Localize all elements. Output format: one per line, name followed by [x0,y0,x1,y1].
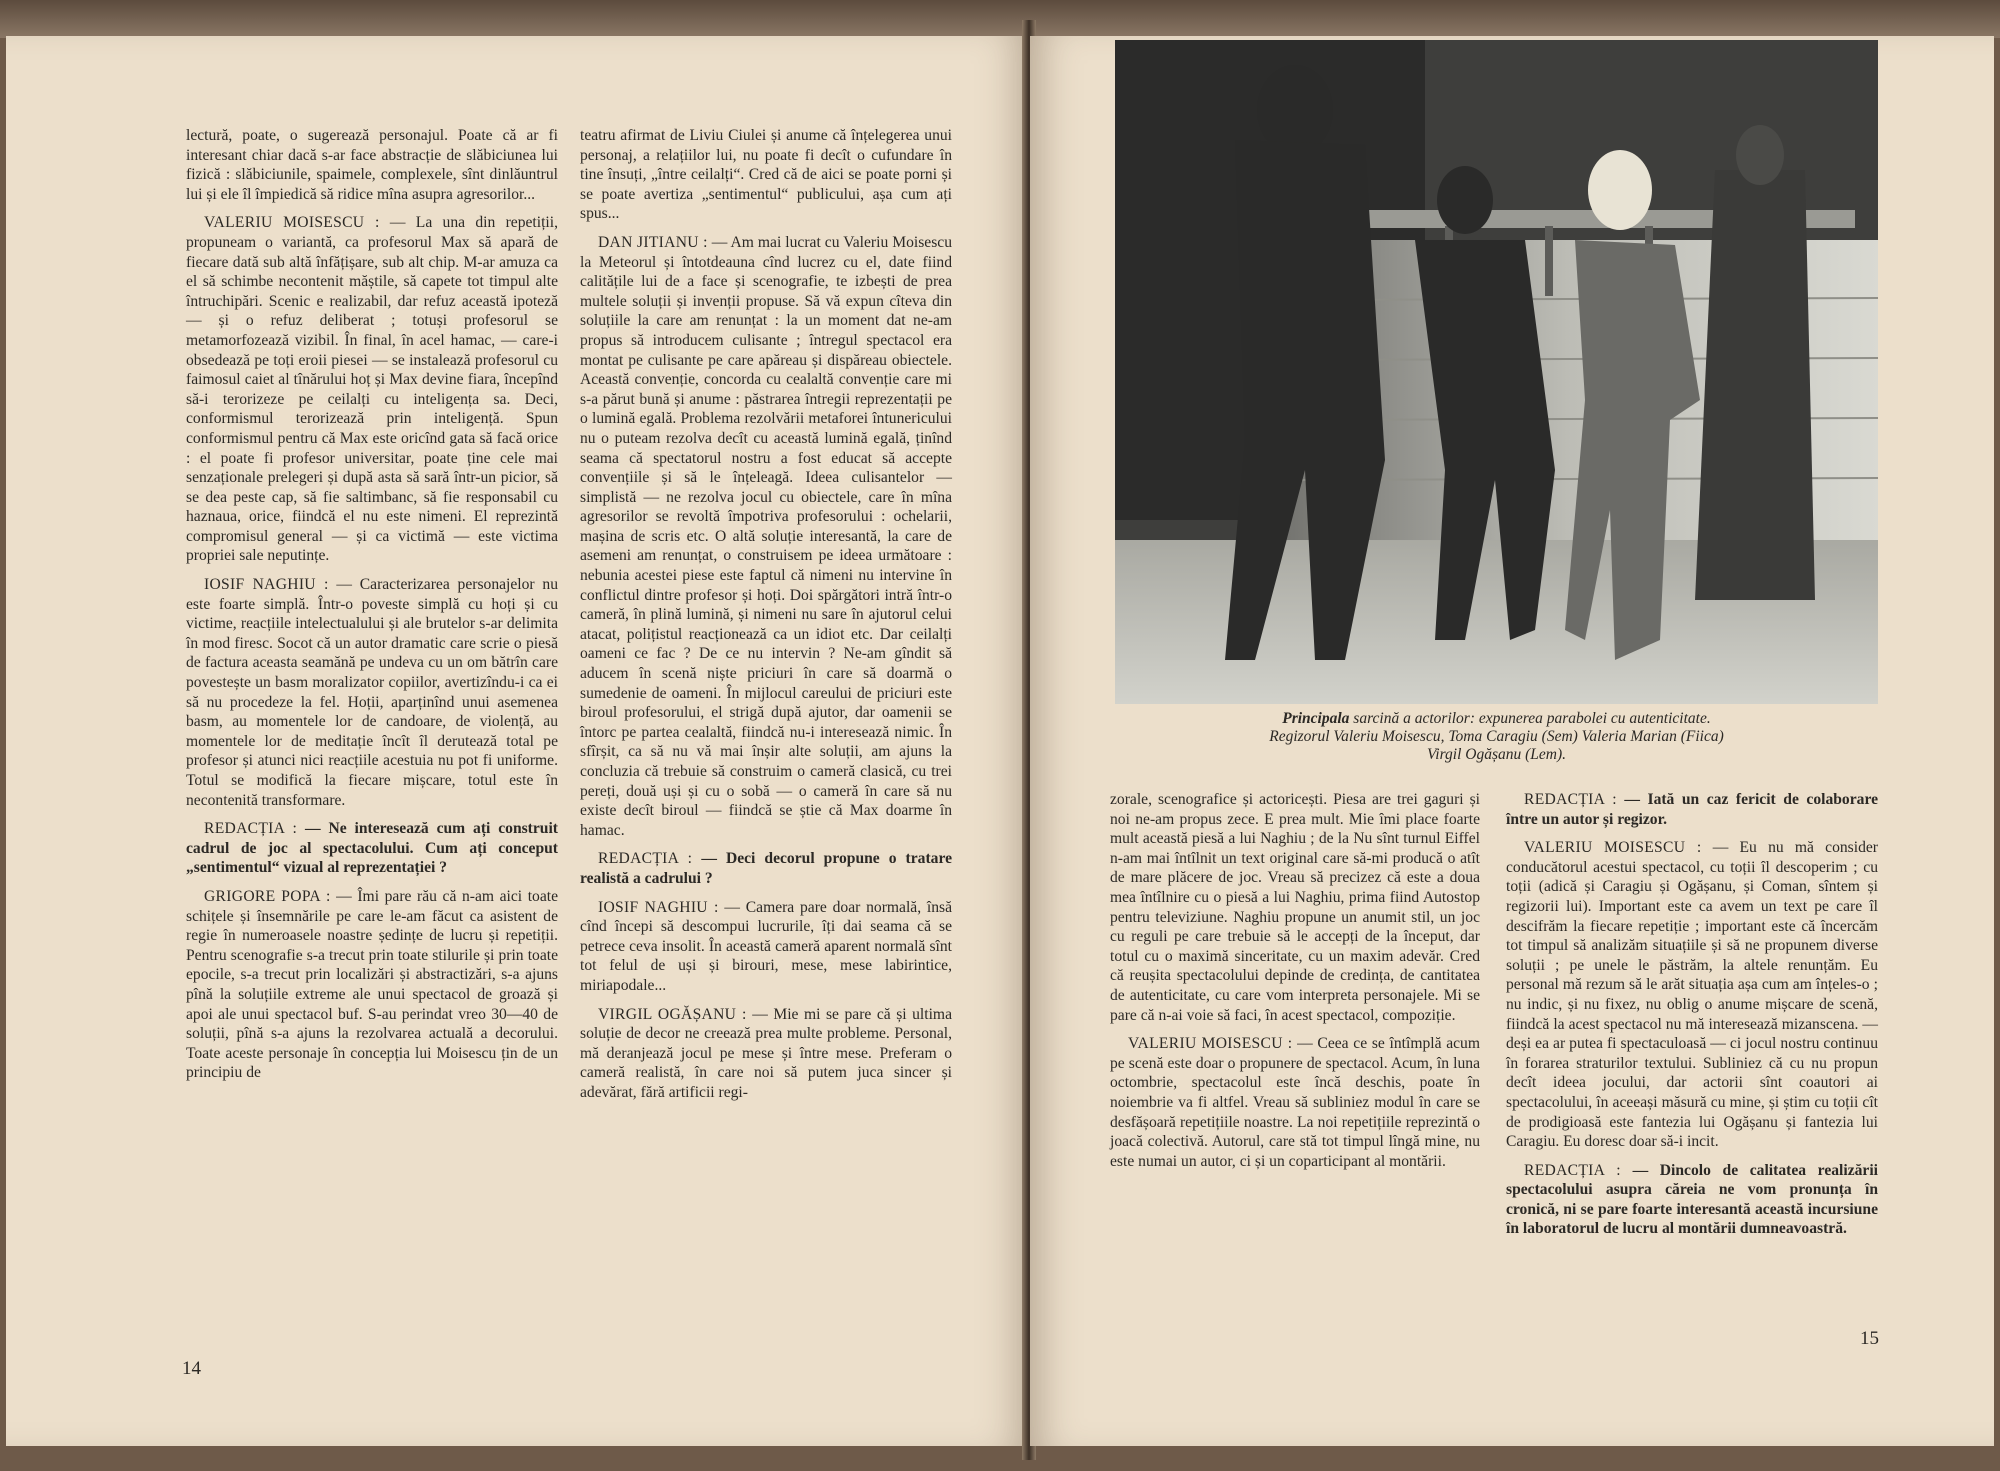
paragraph [580,126,952,224]
paragraph-text: lectură, poate, o sugerează personajul. Poate că ar fi interesant chiar dacă s-ar face abstracție de slăbiciunea lui fizică : slăbiciunile, spaimele, complexele, sînt dinlăuntrul lui și ele îl împiedică să ridice mîna asupra agresorilor... [186,127,558,203]
paragraph [1110,790,1480,1025]
speaker-name: REDACȚIA : [598,850,693,868]
paragraph-text: — Caracterizarea personajelor nu este foarte simplă. Într-o poveste simplă cu hoți și cu victime, reacțiile intelectualului și ale brutelor s-ar delimita în mod firesc. Socot că un autor dramatic care scrie o piesă de factura aceasta seamănă pe undeva cu un om bătrîn care povestește un basm moralizator copiilor, avertizîndu-i ca ei să nu procedeze la fel. Hoții, aparținînd unui asemenea basm, au momentele lor de candoare, de violență, au momentele lor de meditație încît îl derutează total pe profesor și atunci nici reacțiile acestuia nu pot fi uniforme. Totul se modifică la fiecare mișcare, totul este în necontenită transformare. [186,576,558,809]
speaker-name: VALERIU MOISESCU : [1524,839,1702,857]
paragraph-text: zorale, scenografice și actoricești. Piesa are trei gaguri și noi ne-am propus zece. E prea mult. Mie îmi place foarte mult această piesă a lui Naghiu ; de la Nu sînt turnul Eiffel n-am mai întîlnit un text original care să-mi producă o atît de mare plăcere de joc. Vreau să precizez că este a doua mea întîlnire cu o piesă a lui Naghiu, prima fiind Autostop pentru televiziune. Naghiu propune un anumit stil, un joc cu reguli pe care trebuie să le accepți de la început, dar totul cu o maximă sinceritate, cu un maxim adevăr. Cred că reușita spectacolului depinde de credința, de cantitatea de autenticitate, cu care vom interpreta personajele. Mi se pare că n-ai voie să faci, în acest spectacol, compoziție. [1110,791,1480,1024]
paragraph [186,126,558,204]
paragraph-text: — La una din repetiții, propuneam o variantă, ca profesorul Max să apară de fiecare dată sub altă înfățișare, sub alt chip. M-ar amuza ca el să schimbe necontenit măștile, să capete tot timpul alte întruchipări. Scenic e realizabil, dar refuz această ipoteză — și o refuz deliberat ; totuși profesorul se metamorfozează vizibil. În final, în acel hamac, — care-i obsedează pe toți eroii piesei — se instalează profesorul cu faimosul caiet al tînărului hoț și Max devine fiara, începînd să-i terorizeze pe ceilalți cu inteligența sa. Deci, conformismul terorizează prin inteligență. Spun conformismul pentru că Max este oricînd gata să facă orice : el poate fi profesor universitar, poate ține cele mai senzaționale prelegeri și după asta să sară într-un picior, să se dea peste cap, să fie saltimbanc, să fie responsabil cu haznaua, orice, fiindcă el nu este nimeni. El reprezintă compromisul general — și ca victimă — este victima propriei sale neputințe. [186,214,558,565]
paragraph [186,575,558,810]
paragraph [1110,1034,1480,1171]
stage-photo [1115,40,1878,704]
speaker-name: VALERIU MOISESCU : [204,214,380,232]
caption-line-2: Regizorul Valeriu Moisescu, Toma Caragiu (Sem) Valeria Marian (Fiica) [1269,728,1724,745]
editorial-question: — Iată un caz fericit de colaborare între un autor și regizor. [1506,791,1878,828]
paragraph-text: — Mie mi se pare că și ultima soluție de decor ne creează prea multe probleme. Personal, mă deranjează jocul pe mese și între mese. Preferam o cameră realistă, în care noi să putem juca sincer și adevărat, fără artificii regi- [580,1005,952,1101]
paragraph [1506,838,1878,1152]
paragraph [1506,1161,1878,1239]
paragraph-text: — Ceea ce se întîmplă acum pe scenă este doar o propunere de spectacol. Acum, în luna octombrie, spectacolul este încă deschis, poate în noiembrie va fi altfel. Vreau să subliniez modul în care se desfășoară repetițiile noastre. La noi repetițiile reprezintă o joacă colectivă. Autorul, care stă tot timpul lîngă mine, nu este numai un autor, ci și un coparticipant al montării. [1110,1035,1480,1170]
paragraph-text: — Camera pare doar normală, însă cînd începi să descompui lucrurile, îți dai seama că se petrece ceva insolit. În această cameră aparent normală sînt tot felul de uși și birouri, mese, mese labirintice, miriapodale... [580,898,952,994]
paragraph [580,233,952,840]
caption-lead: Principala [1282,710,1350,727]
left-page [6,36,1028,1446]
speaker-name: REDACȚIA : [204,820,298,838]
paragraph [1506,790,1878,829]
paragraph-text: — Am mai lucrat cu Valeriu Moisescu la Meteorul și întotdeauna cînd lucrez cu el, date fiind calitățile lui de a face și scenografie, te izbești de prea multele soluții și invenții propuse. Să vă expun cîteva din soluțiile la care am renunțat : la un moment dat ne-am propus să introducem culisante ; întregul spectacol era montat pe culisante pe care apăreau și dispăreau obiectele. Această convenție, concorda cu cealaltă convenție care mi s-a părut bună și anume : păstrarea întregii reprezentații pe o lumină egală. Problema rezolvării metaforei întunericului nu o puteam rezolva decît cu această lumină egală, ținînd seama că spectatorul nostru a fost educat să accepte convențiile și să le înțeleagă. Ideea culisantelor — simplistă — ne rezolva jocul cu obiectele, care în mîna agresorilor se revoltă împotriva profesorului : ochelarii, mașina de scris etc. O altă soluție interesantă, la care de asemeni am renunțat, o construisem pe ideea următoare : nebunia acestei piese este faptul că nimeni nu intervine în conflictul dintre profesor și hoți. Doi spărgători intră într-o cameră, în plină lumină, și nimeni nu sare în ajutorul celui atacat, polițistul reacționează ca un idiot etc. Dar ceilalți oameni ce fac ? De ce nu intervin ? Ne-am gîndit să aducem în scenă niște priciuri în care să doarmă o sumedenie de oameni. În mijlocul careului de priciuri este biroul profesorului, el strigă după ajutor, dar oamenii se întorc pe partea cealaltă, fiindcă nu-i interesează nimic. În sfîrșit, ca să nu vă mai înșir alte soluții, am ajuns la concluzia că trebuie să construim o cameră clasică, cu trei pereți, două uși și cu o sobă — o cameră în care să nu existe decît biroul — fiindcă se știe că Max doarme în hamac. [580,233,953,839]
paragraph [580,849,952,888]
caption-line-1 [1115,710,1878,728]
speaker-name: VIRGIL OGĂȘANU : [598,1005,747,1023]
speaker-name: IOSIF NAGHIU : [204,576,329,594]
paragraph-text: — Eu nu mă consider conducătorul acestui spectacol, cu toții îl descoperim ; cu toții (adică și Caragiu și Ogășanu, și Coman, sîntem și regizorii lui). Important este ca avem un text pe care îl descifrăm la fiecare repetiție ; important este că încercăm tot timpul să analizăm situațiile și să ne propunem diverse soluții ; pe unele le păstrăm, la altele renunțăm. Eu personal mă rezum să le arăt situația așa cum am înțeles-o ; nu indic, și nu fixez, nu oblig o anume mișcare de scenă, fiindcă la acest spectacol nu mă interesează mizanscena. — deși ea ar putea fi spectaculoasă — ci jocul nostru continuu în forarea straturilor textului. Subliniez că cu nu propun decît ideea jocului, dar actorii sînt coautori ai spectacolului, în aceeași măsură cu mine, și știm cu toții cît de prodigioasă este fantezia lui Ogășanu și fantezia lui Caragiu. Eu doresc doar să-i incit. [1506,839,1878,1151]
right-page-column-2 [1506,790,1878,1248]
speaker-name: REDACȚIA : [1524,791,1617,808]
speaker-name: VALERIU MOISESCU : [1128,1035,1293,1053]
photo-caption [1115,710,1878,764]
right-page [1030,36,1994,1446]
caption-text: sarcină a actorilor: expunerea parabolei cu autenticitate. [1349,710,1711,727]
book-top-edge [0,0,2000,38]
speaker-name: REDACȚIA : [1524,1161,1621,1179]
speaker-name: GRIGORE POPA : [204,887,331,905]
right-page-column-1 [1110,790,1480,1180]
paragraph [186,887,558,1083]
caption-line-3: Virgil Ogășanu (Lem). [1426,746,1567,763]
page-number: 14 [182,1358,201,1379]
speaker-name: DAN JITIANU : [598,233,708,251]
page-number: 15 [1860,1328,1879,1349]
left-page-column-2 [580,126,952,1112]
editorial-question: — Deci decorul propune o tratare realistă a cadrului ? [580,850,953,887]
editorial-question: — Dincolo de calitatea realizării spectacolului asupra căreia ne vom pronunța în cronică, ni se pare foarte interesantă această incursiune în laboratorul de lucru al montării dumneavoastră. [1506,1161,1879,1238]
left-page-column-1 [186,126,558,1092]
paragraph-text: — Îmi pare rău că n-am aici toate schițele și însemnările pe care le-am făcut ca asistent de regie în numeroasele noastre ședințe de lucru și repetiții. Pentru scenografie s-a trecut prin toate stilurile și prin toate epocile, s-a trecut prin localizări și abstractizări, s-a ajuns pînă la soluțiile extreme ale unui spectacol de groază și apoi ale unui spectacol buf. S-au perindat vreo 30—40 de soluții, pînă s-a ajuns la rezolvarea actuală a decorului. Toate aceste personaje în concepția lui Moisescu țin de un principiu de [186,887,558,1082]
speaker-name: IOSIF NAGHIU : [598,898,719,916]
paragraph [580,898,952,996]
editorial-question: — Ne interesează cum ați construit cadrul de joc al spectacolului. Cum ați conceput „sentimentul“ vizual al reprezentației ? [186,820,558,877]
paragraph [186,213,558,566]
paragraph-text: teatru afirmat de Liviu Ciulei și anume că înțelegerea unui personaj, a relațiilor lui, nu poate fi decît o cufundare în tine însuți, „între ceilalți“. Cred că de aici se poate porni și se poate avertiza „sentimentul“ publicului, așa cum ați spus... [580,127,952,223]
paragraph [186,819,558,878]
paragraph [580,1005,952,1103]
